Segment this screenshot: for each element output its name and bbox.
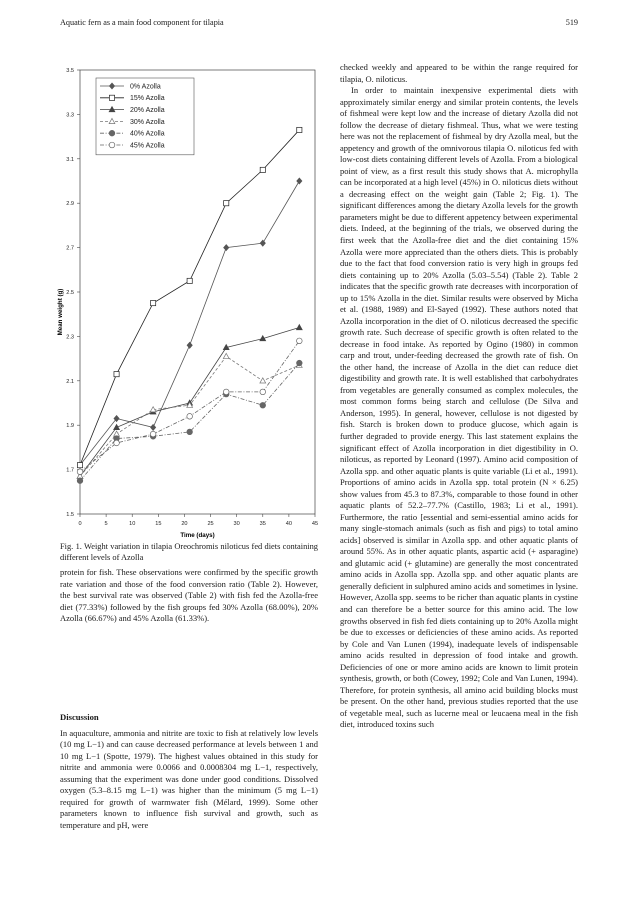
- y-tick-label: 1.5: [66, 512, 74, 518]
- y-tick-label: 2.7: [66, 245, 74, 252]
- left-paragraph-results: protein for fish. These observations were confirmed by the specific growth rate variation and those of the food conversion ratio (Table 2). However, the best survival rate was observed (Table 2) with fish fed the Azolla-free diet (77.33%) followed by the fish groups fed 30% Azolla (68.00%), 20% Azolla (66.67%) and 45% Azolla (61.33%).: [60, 567, 318, 624]
- right-paragraph-1: checked weekly and appeared to be within the range required for tilapia, O. niloticus.: [340, 62, 578, 84]
- data-point: [114, 424, 120, 429]
- x-tick-label: 30: [233, 521, 240, 527]
- data-point: [77, 478, 83, 484]
- right-paragraph-2: In order to maintain inexpensive experimental diets with approximately similar energy and similar protein contents, the levels of fishmeal were kept low and the increase of dietary Azolla did not follow the decrease of dietary fishmeal. Thus, what we were testing here was not the replacement of fishmeal by dry Azolla meal, but the appetency and growth of the omnivorous tilapia O. niloticus fed with low-cost diets containing different levels of Azolla. From a biological point of view, as a first result this study shows that A. microphylla can be incorporated at a high level (45%) in O. niloticus diets without a decreasing effect on the weight gain (Table 2; Fig. 1). The significant differences among the dietary Azolla levels for the growth parameters might be due to different appetency between experimental diets. Indeed, at the beginning of the trials, we observed during the first week that the Azolla-free diet and the diet containing 15% Azolla were more appreciated than the others diets. This is probably due to the fact that food conversion ratio is very high in groups fed diets containing up to 20% Azolla (5.03–5.54) (Table 2). Table 2 indicates that the specific growth rate decreases with incorporation of up to 15% Azolla in the diet. Similar results were observed by Micha et al. (1988, 1989) and El-Sayed (1992). These authors noted that Azolla incorporation in the diet of O. niloticus decreased the specific growth rate. Such decrease of specific growth is often related to the decrease in food intake. As reported by Ogino (1980) in common carp and trout, under-feeding decreased the growth rate of fish. On the other hand, the increase of Azolla in the diet can reduce diet digestibility and growth rate. It is well established that carbohydrates from vegetables are generally consumed as complex molecules, the most common forms being starch and cellulose (De Silva and Anderson, 1995). In general, however, cellulose is not digested by fish. Starch is broken down to produce glucose, which again is further degraded to provide energy. This last statement explains the significant effect of Azolla incorporation in diet digestibility in O. niloticus, as reported by Leonard (1997). Amino acid composition of Azolla spp. and other aquatic plants is quite variable (Li et al., 1991). Proportions of amino acids in Azolla spp. total protein (N × 6.25) show values from 45.3 to 87.3%, comparable to those found in other aquatic plants of 52.2–77.7% (Castillo, 1983; Li et al., 1991). Furthermore, the ratio [essential and semi-essential amino acids for many single-stomach animals (such as fish and pigs) to total amino acids] observed is similar in Azolla spp. and other aquatic plants of around 55%. As in other aquatic plants, aspartic acid (+ asparagine) and glutamic acid (+ glutamine) are generally the most concentrated amino acids in Azolla spp. Azolla spp. and other aquatic plants are generally deficient in sulphured amino acids and sometimes in lysine. However, Azolla spp. seems to be richer than aquatic plants in cystine and can therefore be a better source for this amino acid. The low growths observed in fish fed diets containing up to 20% Azolla might be due to excesses or deficiencies of these amino acids. As reported by Cole and Van Lunen (1994), inadequate levels of indispensable amino acids resulted in depression of food intake and growth. Deficiencies of one or more amino acids are known to limit protein synthesis, growth, or both (Cowey, 1992; Cole and Van Lunen, 1994). Therefore, for protein synthesis, all amino acid building blocks must be present. On the other hand, previous studies reported that the use of vegetable meal, such as lucerne meal or leucaena meal in the fish diet, introduced toxins such: [340, 85, 578, 730]
- y-tick-label: 2.5: [66, 290, 74, 296]
- data-point: [260, 240, 265, 246]
- data-point: [224, 245, 229, 251]
- data-point: [297, 338, 303, 344]
- chart-legend: [96, 78, 194, 155]
- right-column: [340, 62, 578, 731]
- data-point: [260, 378, 266, 383]
- series-line-0: [80, 181, 299, 465]
- legend-label: 20% Azolla: [130, 107, 165, 114]
- data-point: [187, 342, 192, 348]
- page-number: 519: [565, 18, 578, 27]
- x-tick-label: 5: [104, 521, 108, 527]
- x-tick-label: 25: [207, 521, 214, 527]
- data-point: [260, 167, 265, 172]
- legend-marker: [109, 95, 114, 100]
- data-point: [150, 431, 156, 437]
- left-column-discussion: [60, 712, 318, 831]
- x-tick-label: 15: [155, 521, 162, 527]
- series-0: [77, 178, 302, 468]
- running-title: Aquatic fern as a main food component for tilapia: [60, 18, 224, 27]
- data-point: [224, 201, 229, 206]
- y-tick-label: 2.3: [66, 334, 74, 341]
- data-point: [114, 372, 119, 377]
- legend-marker: [109, 130, 115, 136]
- data-point: [151, 424, 156, 430]
- figure-caption: Fig. 1. Weight variation in tilapia Oreochromis niloticus fed diets containing different levels of Azolla: [60, 542, 318, 562]
- data-point: [77, 469, 83, 475]
- y-tick-label: 3.5: [66, 68, 74, 74]
- data-point: [296, 325, 302, 330]
- data-point: [260, 389, 266, 395]
- data-point: [297, 127, 302, 132]
- data-point: [77, 463, 82, 468]
- y-axis-title: Mean weight (g): [57, 288, 64, 336]
- series-line-4: [80, 363, 299, 481]
- data-point: [187, 429, 193, 435]
- left-column-top: [60, 567, 318, 625]
- data-point: [114, 440, 120, 446]
- legend-label: 30% Azolla: [130, 118, 165, 126]
- x-tick-label: 20: [181, 521, 188, 527]
- data-point: [260, 402, 266, 408]
- running-header: [60, 18, 578, 32]
- x-tick-label: 45: [311, 521, 319, 527]
- data-point: [297, 178, 302, 184]
- y-tick-label: 2.9: [66, 201, 74, 208]
- legend-label: 40% Azolla: [130, 130, 165, 138]
- series-layer: [77, 127, 302, 483]
- data-point: [151, 301, 156, 306]
- x-tick-label: 0: [78, 521, 82, 527]
- weight-chart: [58, 60, 320, 538]
- legend-label: 0% Azolla: [130, 83, 161, 91]
- x-tick-label: 35: [259, 521, 266, 527]
- left-paragraph-discussion: In aquaculture, ammonia and nitrite are toxic to fish at relatively low levels (10 mg L−1) and can cause decreased performance at levels between 1 and 10 mg L−1 (Spotte, 1979). The highest values obtained in this study for nitrite and ammonia were 0.0066 and 0.0008304 mg L−1, respectively, assuming that the experiment was done under good conditions. Dissolved oxygen (5.3–8.15 mg L−1) was higher than the minimum (5 mg L−1) required for growth of warmwater fish (Mélard, 1999). Some other parameters known to influence fish survival and growth, such as temperature and pH, were: [60, 727, 318, 830]
- y-tick-label: 3.3: [66, 112, 74, 119]
- y-tick-label: 1.9: [66, 423, 74, 430]
- legend-label: 45% Azolla: [130, 142, 165, 150]
- data-point: [187, 278, 192, 283]
- y-tick-label: 1.7: [66, 467, 74, 474]
- data-point: [187, 414, 193, 420]
- x-tick-label: 10: [129, 521, 136, 527]
- legend-marker: [109, 142, 115, 148]
- data-point: [223, 353, 229, 358]
- x-axis-title: Time (days): [180, 532, 215, 539]
- y-tick-label: 3.1: [66, 156, 74, 163]
- x-tick-label: 40: [285, 521, 293, 527]
- data-point: [223, 389, 229, 395]
- data-point: [297, 360, 303, 366]
- legend-label: 15% Azolla: [130, 95, 165, 103]
- y-tick-label: 2.1: [66, 378, 74, 385]
- section-heading-discussion: Discussion: [60, 712, 99, 722]
